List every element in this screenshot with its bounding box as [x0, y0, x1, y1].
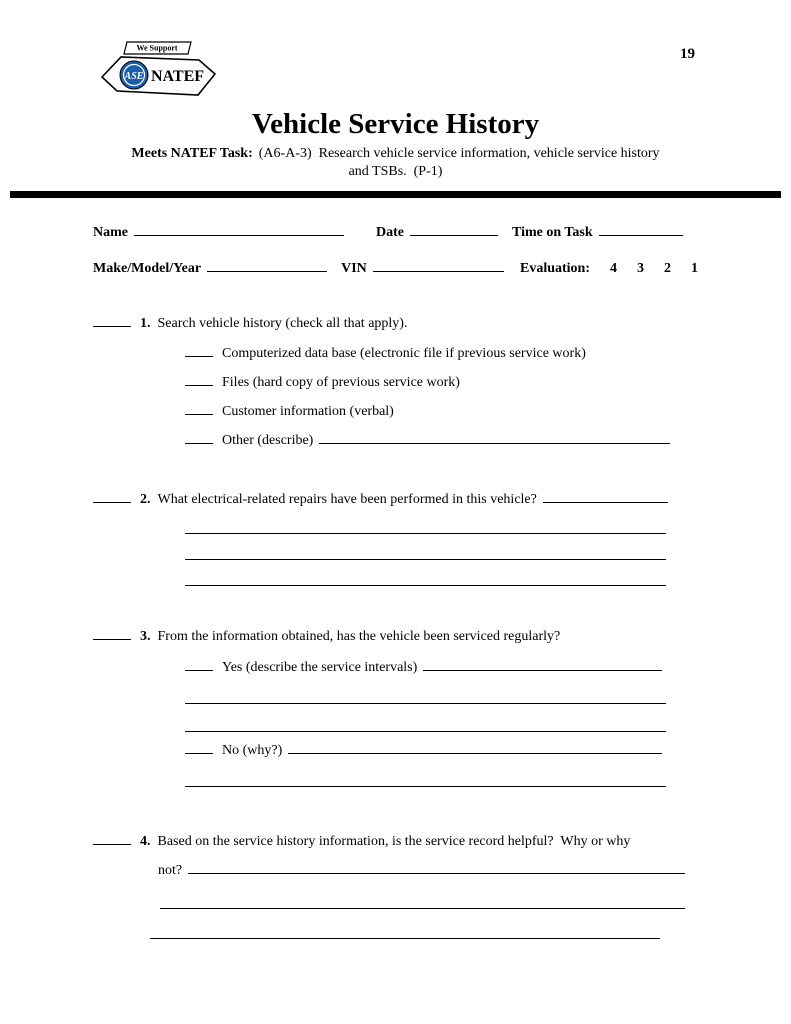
evaluation-score-2: 2	[664, 261, 671, 276]
vin-blank	[373, 260, 504, 272]
q3-no-label: No (why?)	[222, 743, 283, 758]
time-on-task-label: Time on Task	[512, 225, 593, 240]
evaluation-score-4: 4	[610, 261, 617, 276]
evaluation-score-3: 3	[637, 261, 644, 276]
natef-logo	[96, 38, 220, 109]
evaluation-score-1: 1	[691, 261, 698, 276]
q1-option-4-check-blank	[185, 432, 213, 444]
evaluation-label: Evaluation:	[519, 261, 590, 276]
q3-yes-row	[185, 659, 698, 676]
question-2-text: What electrical-related repairs have been performed in this vehicle?	[157, 492, 537, 507]
q3-yes-answer-line	[185, 676, 666, 704]
natef-logo-graphic	[96, 38, 220, 104]
natef-text: NATEF	[151, 68, 205, 85]
vin-label: VIN	[341, 261, 367, 276]
q1-option-4	[185, 432, 698, 449]
q3-yes-check-blank	[185, 659, 213, 671]
question-4-answer-blank	[188, 862, 685, 874]
question-3-number: 3.	[140, 629, 151, 644]
task-text: (A6-A-3) Research vehicle service information, vehicle service history	[258, 146, 660, 161]
question-1-score-blank	[93, 315, 131, 327]
name-blank	[134, 224, 344, 236]
question-4-answer-line	[150, 909, 660, 939]
name-row	[93, 224, 698, 241]
ase-text: ASE	[124, 71, 144, 82]
q3-no-answer-blank	[288, 742, 662, 754]
q3-no-row	[185, 742, 698, 759]
q1-option-1-label: Computerized data base (electronic file if previous service work)	[222, 346, 586, 361]
question-2-answer-line	[185, 508, 666, 534]
q1-option-3	[185, 403, 698, 420]
question-4-text-line-2	[158, 862, 698, 879]
question-2-score-blank	[93, 491, 131, 503]
q3-yes-answer-blank	[423, 659, 662, 671]
question-2	[93, 491, 698, 508]
question-4-text-continued: not?	[158, 863, 183, 878]
q1-option-2-check-blank	[185, 374, 213, 386]
question-3-score-blank	[93, 628, 131, 640]
time-on-task-blank	[599, 224, 683, 236]
question-4-answer-line	[160, 879, 685, 909]
question-3	[93, 628, 698, 645]
question-1	[93, 315, 698, 332]
q1-option-1	[185, 345, 698, 362]
question-4	[93, 833, 698, 850]
question-4-score-blank	[93, 833, 131, 845]
page-title: Vehicle Service History	[251, 108, 540, 140]
task-line-2: and TSBs. (P-1)	[348, 164, 443, 179]
make-row	[93, 260, 698, 277]
date-label: Date	[376, 225, 404, 240]
q1-option-3-check-blank	[185, 403, 213, 415]
name-label: Name	[93, 225, 128, 240]
q1-option-4-answer-blank	[319, 432, 670, 444]
task-label: Meets NATEF Task:	[131, 146, 253, 161]
q3-no-check-blank	[185, 742, 213, 754]
divider-rule	[10, 191, 781, 198]
question-4-number: 4.	[140, 834, 151, 849]
q1-option-3-label: Customer information (verbal)	[222, 404, 394, 419]
question-1-text: Search vehicle history (check all that apply).	[157, 316, 408, 331]
q3-no-answer-line	[185, 759, 666, 787]
question-2-answer-line	[185, 560, 666, 586]
form-content	[0, 224, 791, 939]
q1-option-4-label: Other (describe)	[222, 433, 314, 448]
q1-option-2-label: Files (hard copy of previous service work)	[222, 375, 460, 390]
question-3-text: From the information obtained, has the vehicle been serviced regularly?	[157, 629, 561, 644]
question-2-answer-line	[185, 534, 666, 560]
question-2-number: 2.	[140, 492, 151, 507]
q1-option-2	[185, 374, 698, 391]
question-1-number: 1.	[140, 316, 151, 331]
task-line	[0, 146, 791, 162]
date-blank	[410, 224, 498, 236]
question-2-answer-blank	[543, 491, 668, 503]
q3-yes-answer-line	[185, 704, 666, 732]
q1-option-1-check-blank	[185, 345, 213, 357]
q3-yes-label: Yes (describe the service intervals)	[222, 660, 418, 675]
logo-banner-text: We Support	[136, 43, 178, 53]
make-model-year-blank	[207, 260, 327, 272]
make-model-year-label: Make/Model/Year	[93, 261, 202, 276]
question-4-text: Based on the service history information, is the service record helpful? Why or why	[157, 834, 631, 849]
page-number: 19	[680, 46, 695, 62]
